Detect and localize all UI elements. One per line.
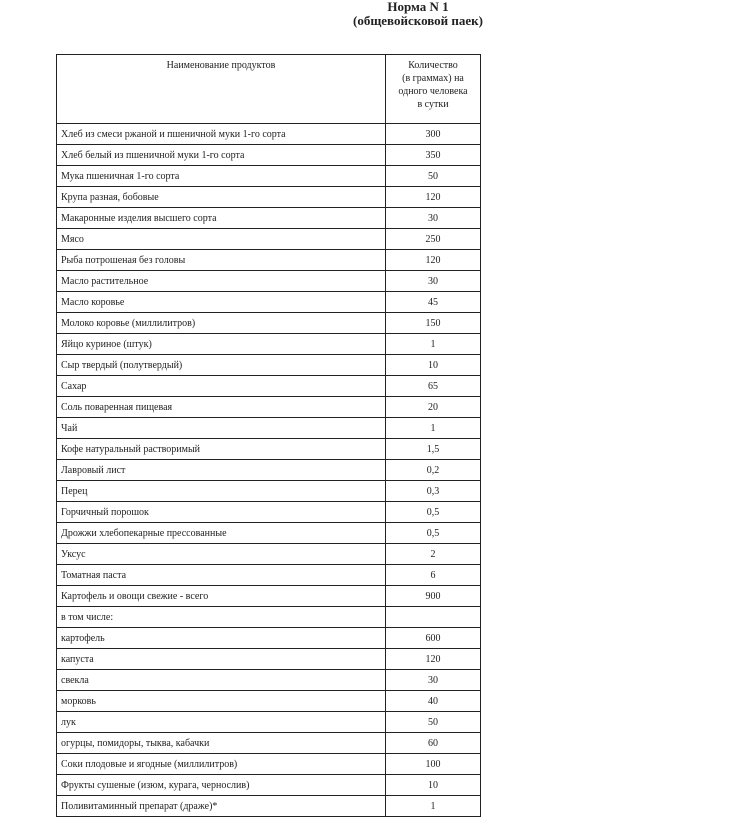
product-name-cell: Поливитаминный препарат (драже)* (57, 796, 386, 817)
product-name-cell: капуста (57, 649, 386, 670)
product-name-cell: в том числе: (57, 607, 386, 628)
quantity-cell: 50 (386, 712, 481, 733)
product-name-cell: Перец (57, 481, 386, 502)
quantity-cell: 1 (386, 418, 481, 439)
table-row (57, 481, 481, 502)
table-row (57, 376, 481, 397)
quantity-cell: 120 (386, 649, 481, 670)
table-row (57, 250, 481, 271)
quantity-cell: 350 (386, 145, 481, 166)
table-row (57, 796, 481, 817)
quantity-cell: 250 (386, 229, 481, 250)
product-name-cell: Горчичный порошок (57, 502, 386, 523)
product-name-cell: Молоко коровье (миллилитров) (57, 313, 386, 334)
quantity-cell (386, 607, 481, 628)
quantity-cell: 0,2 (386, 460, 481, 481)
quantity-cell: 120 (386, 187, 481, 208)
table-row (57, 670, 481, 691)
header-quantity-line: Количество (408, 60, 458, 71)
table-row (57, 460, 481, 481)
quantity-cell: 100 (386, 754, 481, 775)
quantity-cell: 6 (386, 565, 481, 586)
product-name-cell: Хлеб из смеси ржаной и пшеничной муки 1-го сорта (57, 124, 386, 145)
table-row (57, 397, 481, 418)
table-row (57, 292, 481, 313)
product-name-cell: Соль поваренная пищевая (57, 397, 386, 418)
product-name-cell: Картофель и овощи свежие - всего (57, 586, 386, 607)
document-title (0, 0, 733, 28)
table-row (57, 145, 481, 166)
quantity-cell: 40 (386, 691, 481, 712)
product-name-cell: Масло коровье (57, 292, 386, 313)
title-line-1: Норма N 1 (387, 0, 449, 14)
product-name-cell: картофель (57, 628, 386, 649)
table-row (57, 502, 481, 523)
header-product-name: Наименование продуктов (57, 55, 386, 124)
table-body (57, 124, 481, 817)
table-row (57, 208, 481, 229)
product-name-cell: огурцы, помидоры, тыква, кабачки (57, 733, 386, 754)
table-row (57, 607, 481, 628)
table-row (57, 691, 481, 712)
product-name-cell: Рыба потрошеная без головы (57, 250, 386, 271)
product-name-cell: морковь (57, 691, 386, 712)
table-row (57, 229, 481, 250)
quantity-cell: 150 (386, 313, 481, 334)
header-quantity-line: одного человека (398, 86, 468, 97)
quantity-cell: 45 (386, 292, 481, 313)
product-name-cell: Мясо (57, 229, 386, 250)
table-row (57, 712, 481, 733)
table-row (57, 313, 481, 334)
product-name-cell: лук (57, 712, 386, 733)
product-name-cell: Томатная паста (57, 565, 386, 586)
title-line-2: (общевойсковой паек) (352, 13, 483, 28)
quantity-cell: 20 (386, 397, 481, 418)
quantity-cell: 60 (386, 733, 481, 754)
product-name-cell: Фрукты сушеные (изюм, курага, чернослив) (57, 775, 386, 796)
product-name-cell: Кофе натуральный растворимый (57, 439, 386, 460)
product-name-cell: Яйцо куриное (штук) (57, 334, 386, 355)
quantity-cell: 0,3 (386, 481, 481, 502)
product-name-cell: Крупа разная, бобовые (57, 187, 386, 208)
quantity-cell: 30 (386, 271, 481, 292)
table-row (57, 187, 481, 208)
table-row (57, 166, 481, 187)
product-name-cell: Соки плодовые и ягодные (миллилитров) (57, 754, 386, 775)
header-quantity-line: (в граммах) на (402, 73, 464, 84)
quantity-cell: 900 (386, 586, 481, 607)
quantity-cell: 600 (386, 628, 481, 649)
product-name-cell: Сахар (57, 376, 386, 397)
table-row (57, 439, 481, 460)
product-name-cell: Масло растительное (57, 271, 386, 292)
table-row (57, 355, 481, 376)
table-row (57, 628, 481, 649)
quantity-cell: 2 (386, 544, 481, 565)
product-name-cell: Чай (57, 418, 386, 439)
quantity-cell: 50 (386, 166, 481, 187)
table-row (57, 271, 481, 292)
table-row (57, 565, 481, 586)
product-name-cell: свекла (57, 670, 386, 691)
table-row (57, 544, 481, 565)
table-row (57, 754, 481, 775)
quantity-cell: 65 (386, 376, 481, 397)
table-row (57, 586, 481, 607)
header-quantity-line: в сутки (417, 99, 449, 110)
product-name-cell: Сыр твердый (полутвердый) (57, 355, 386, 376)
product-name-cell: Лавровый лист (57, 460, 386, 481)
product-name-cell: Мука пшеничная 1-го сорта (57, 166, 386, 187)
product-name-cell: Дрожжи хлебопекарные прессованные (57, 523, 386, 544)
quantity-cell: 120 (386, 250, 481, 271)
product-name-cell: Уксус (57, 544, 386, 565)
header-quantity (386, 55, 481, 124)
quantity-cell: 0,5 (386, 523, 481, 544)
table-row (57, 523, 481, 544)
quantity-cell: 30 (386, 208, 481, 229)
quantity-cell: 30 (386, 670, 481, 691)
table-row (57, 418, 481, 439)
quantity-cell: 1 (386, 796, 481, 817)
table-row (57, 334, 481, 355)
product-name-cell: Макаронные изделия высшего сорта (57, 208, 386, 229)
quantity-cell: 1 (386, 334, 481, 355)
quantity-cell: 10 (386, 355, 481, 376)
product-name-cell: Хлеб белый из пшеничной муки 1-го сорта (57, 145, 386, 166)
quantity-cell: 300 (386, 124, 481, 145)
table-row (57, 649, 481, 670)
table-row (57, 124, 481, 145)
ration-table (56, 54, 481, 817)
table-row (57, 775, 481, 796)
table-row (57, 733, 481, 754)
quantity-cell: 0,5 (386, 502, 481, 523)
table-header-row (57, 55, 481, 124)
quantity-cell: 1,5 (386, 439, 481, 460)
quantity-cell: 10 (386, 775, 481, 796)
